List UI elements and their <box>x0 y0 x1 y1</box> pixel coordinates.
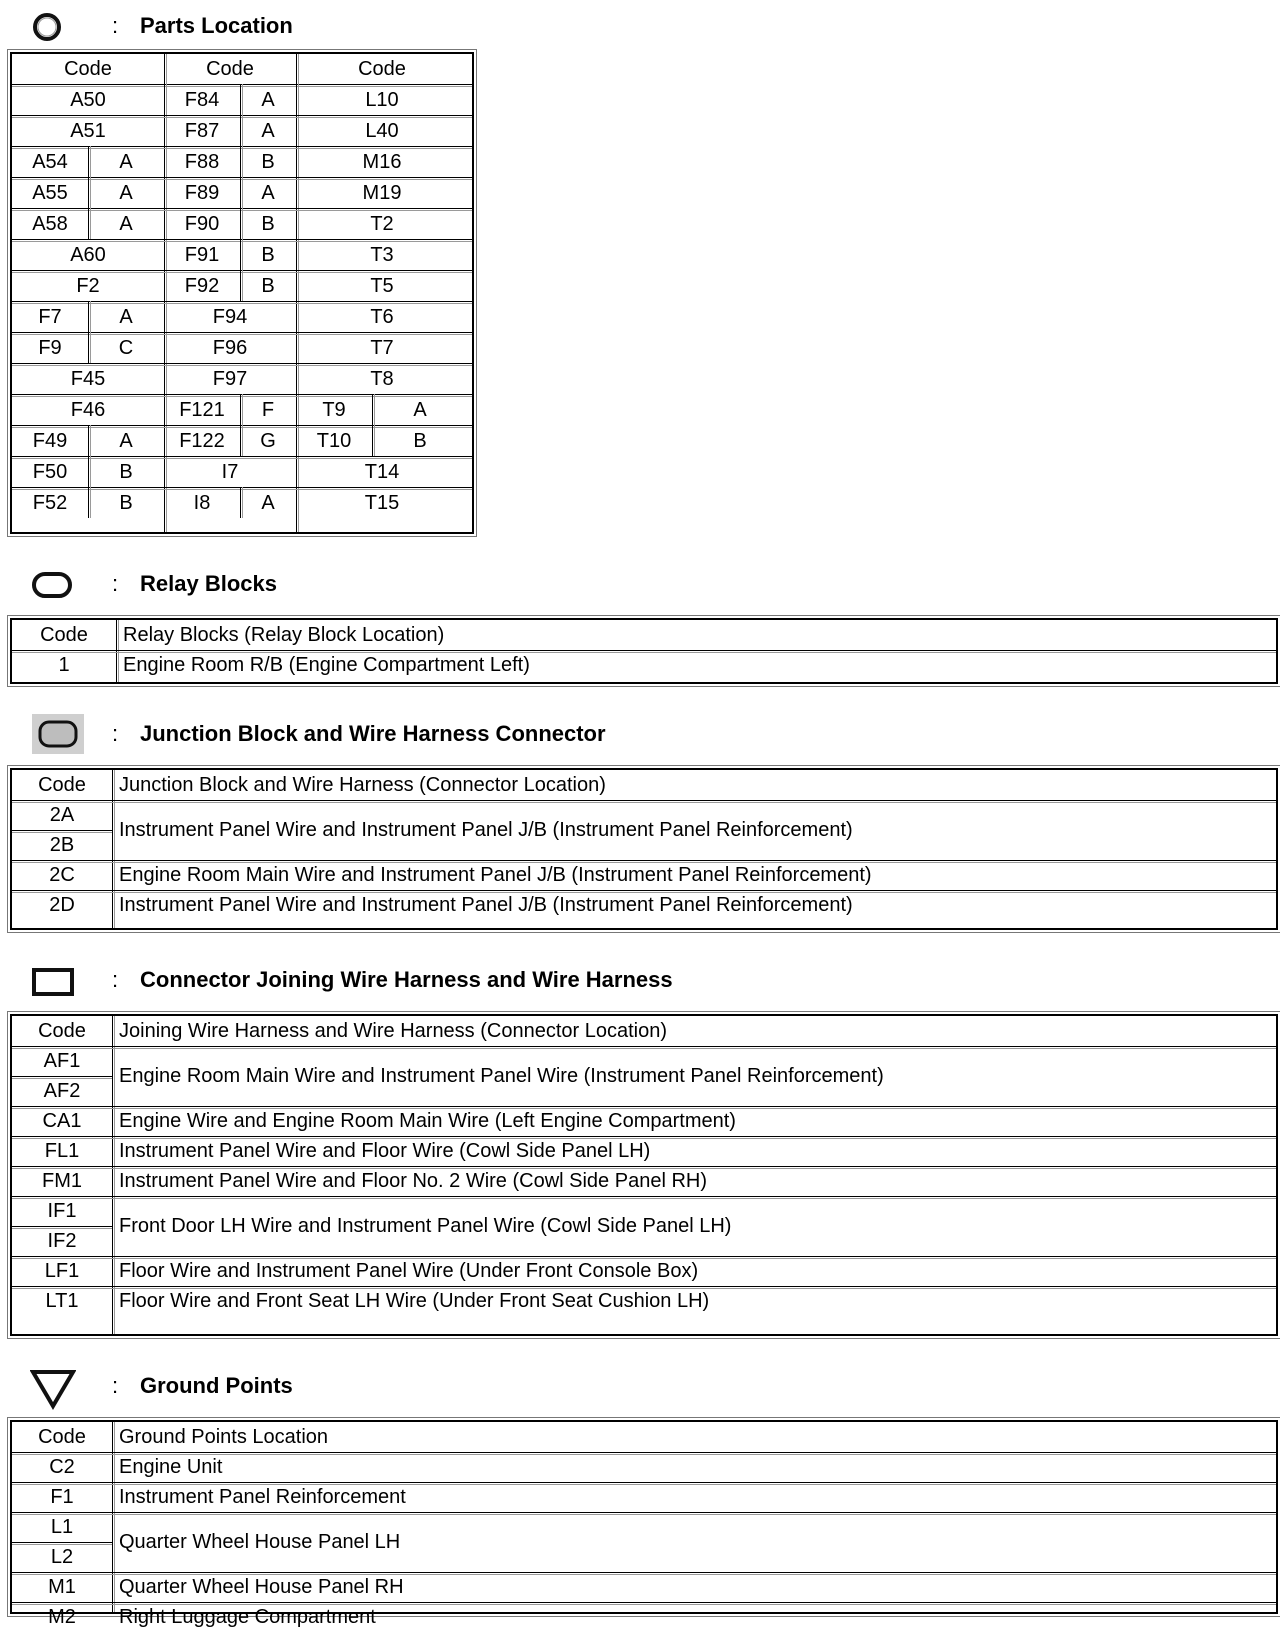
header-description: Relay Blocks (Relay Block Location) <box>123 623 445 646</box>
row-description: Engine Room Main Wire and Instrument Panel J/B (Instrument Panel Reinforcement) <box>119 864 872 886</box>
parts-code-cell: A51 <box>70 119 106 142</box>
row-code: FM1 <box>42 1170 82 1192</box>
row-code: 2B <box>49 834 75 856</box>
row-description: Engine Room R/B (Engine Compartment Left) <box>123 654 530 676</box>
parts-code-cell: F49 <box>32 429 68 452</box>
parts-location-table <box>10 52 474 534</box>
header-description: Ground Points Location <box>119 1425 329 1448</box>
code-split-divider <box>12 1542 112 1543</box>
row-code: L1 <box>50 1516 74 1538</box>
parts-code-cell: F45 <box>70 367 106 390</box>
row-code: 2D <box>49 894 75 916</box>
parts-code-cell: F94 <box>212 305 248 328</box>
row-code: M1 <box>48 1576 76 1598</box>
parts-code-cell: T14 <box>364 460 400 483</box>
parts-code-cell: T2 <box>370 212 394 235</box>
section-colon: : <box>112 967 119 992</box>
section-colon: : <box>112 571 119 596</box>
parts-code-cell: M16 <box>362 150 402 173</box>
row-description: Floor Wire and Front Seat LH Wire (Under Front Seat Cushion LH) <box>119 1290 710 1312</box>
row-description: Instrument Panel Wire and Instrument Panel J/B (Instrument Panel Reinforcement) <box>119 894 853 916</box>
row-code: 2A <box>49 804 75 826</box>
parts-code-cell: I7 <box>221 460 239 483</box>
parts-code-cell: M19 <box>362 181 402 204</box>
parts-code-cell: A <box>413 398 427 421</box>
parts-code-cell: G <box>260 429 276 452</box>
parts-code-cell: F88 <box>184 150 220 173</box>
parts-code-cell: F84 <box>184 88 220 111</box>
parts-code-cell: T3 <box>370 243 394 266</box>
parts-code-cell: B <box>119 491 133 514</box>
parts-code-cell: C <box>118 336 134 359</box>
row-description: Engine Wire and Engine Room Main Wire (Left Engine Compartment) <box>119 1110 736 1132</box>
parts-code-cell: T5 <box>370 274 394 297</box>
parts-code-cell: A <box>119 212 133 235</box>
section-title: Connector Joining Wire Harness and Wire Harness <box>140 967 673 992</box>
parts-code-cell: A55 <box>32 181 68 204</box>
parts-code-cell: A <box>261 119 275 142</box>
row-description: Floor Wire and Instrument Panel Wire (Under Front Console Box) <box>119 1260 699 1282</box>
code-split-divider <box>12 830 112 831</box>
rectangle-icon <box>30 966 76 996</box>
row-description: Quarter Wheel House Panel RH <box>119 1576 404 1598</box>
row-code: C2 <box>49 1456 75 1478</box>
parts-code-cell: L40 <box>365 119 399 142</box>
row-code: FL1 <box>44 1140 80 1162</box>
header-description: Joining Wire Harness and Wire Harness (Connector Location) <box>119 1019 668 1042</box>
row-code: AF1 <box>43 1050 81 1072</box>
header-code: Code <box>206 57 254 80</box>
section-title: Ground Points <box>140 1373 293 1398</box>
parts-code-cell: F90 <box>184 212 220 235</box>
parts-code-cell: I8 <box>193 491 211 514</box>
parts-code-cell: F50 <box>32 460 68 483</box>
connector-joining-table <box>10 1014 1278 1336</box>
row-code: 1 <box>58 654 70 676</box>
row-description: Instrument Panel Wire and Instrument Panel J/B (Instrument Panel Reinforcement) <box>119 819 853 841</box>
parts-code-cell: F2 <box>76 274 100 297</box>
parts-code-cell: T15 <box>364 491 400 514</box>
parts-code-cell: F96 <box>212 336 248 359</box>
header-code: Code <box>38 773 86 796</box>
parts-code-cell: F121 <box>179 398 225 421</box>
parts-code-cell: F9 <box>38 336 62 359</box>
parts-code-cell: T10 <box>316 429 352 452</box>
row-code: LF1 <box>44 1260 80 1282</box>
header-code: Code <box>40 623 88 646</box>
row-description: Engine Unit <box>119 1456 223 1478</box>
parts-code-cell: F <box>261 398 275 421</box>
parts-code-cell: A <box>119 305 133 328</box>
parts-code-cell: B <box>261 243 275 266</box>
parts-code-cell: B <box>261 212 275 235</box>
parts-code-cell: A <box>261 491 275 514</box>
header-description: Junction Block and Wire Harness (Connector Location) <box>119 773 606 796</box>
parts-code-cell: F46 <box>70 398 106 421</box>
parts-code-cell: A <box>119 429 133 452</box>
parts-code-cell: A50 <box>70 88 106 111</box>
ground-points-table <box>10 1420 1278 1628</box>
header-code: Code <box>64 57 112 80</box>
section-title: Junction Block and Wire Harness Connector <box>140 721 606 746</box>
row-code: IF2 <box>47 1230 77 1252</box>
row-description: Engine Room Main Wire and Instrument Panel Wire (Instrument Panel Reinforcement) <box>119 1065 884 1087</box>
code-split-divider <box>12 1226 112 1227</box>
triangle-icon <box>30 1368 76 1410</box>
header-code: Code <box>38 1425 86 1448</box>
parts-code-cell: B <box>413 429 427 452</box>
parts-code-cell: B <box>119 460 133 483</box>
section-title: Relay Blocks <box>140 571 277 596</box>
code-split-divider <box>12 1076 112 1077</box>
parts-code-cell: L10 <box>365 88 399 111</box>
row-code: 2C <box>49 864 75 886</box>
section-title: Parts Location <box>140 13 293 38</box>
row-description: Front Door LH Wire and Instrument Panel Wire (Cowl Side Panel LH) <box>119 1215 732 1237</box>
parts-code-cell: A <box>119 150 133 173</box>
parts-code-cell: F87 <box>184 119 220 142</box>
row-code: L2 <box>50 1546 74 1568</box>
circle-icon <box>32 12 62 42</box>
parts-code-cell: F52 <box>32 491 68 514</box>
parts-code-cell: B <box>261 274 275 297</box>
row-code: M2 <box>48 1606 76 1628</box>
junction-block-table <box>10 768 1278 930</box>
row-description: Instrument Panel Wire and Floor No. 2 Wire (Cowl Side Panel RH) <box>119 1170 707 1192</box>
row-code: CA1 <box>42 1110 82 1132</box>
rounded-rect-icon <box>30 570 76 600</box>
parts-code-cell: T6 <box>370 305 394 328</box>
parts-code-cell: A <box>119 181 133 204</box>
header-code: Code <box>358 57 406 80</box>
parts-code-cell: T9 <box>322 398 346 421</box>
section-colon: : <box>112 721 119 746</box>
parts-code-cell: T8 <box>370 367 394 390</box>
parts-code-cell: T7 <box>370 336 394 359</box>
row-description: Instrument Panel Wire and Floor Wire (Cowl Side Panel LH) <box>119 1140 651 1162</box>
parts-code-cell: F97 <box>212 367 248 390</box>
parts-code-cell: A60 <box>70 243 106 266</box>
relay-blocks-table <box>10 618 1278 684</box>
header-code: Code <box>38 1019 86 1042</box>
parts-code-cell: F92 <box>184 274 220 297</box>
parts-code-cell: F7 <box>38 305 62 328</box>
row-description: Instrument Panel Reinforcement <box>119 1486 406 1508</box>
parts-code-cell: F91 <box>184 243 220 266</box>
row-description: Quarter Wheel House Panel LH <box>119 1531 401 1553</box>
parts-code-cell: A54 <box>32 150 68 173</box>
section-colon: : <box>112 1373 119 1398</box>
row-code: AF2 <box>43 1080 81 1102</box>
parts-code-cell: B <box>261 150 275 173</box>
parts-code-cell: A58 <box>32 212 68 235</box>
parts-code-cell: F89 <box>184 181 220 204</box>
parts-code-cell: F122 <box>179 429 225 452</box>
row-code: IF1 <box>47 1200 77 1222</box>
parts-code-cell: A <box>261 181 275 204</box>
row-code: LT1 <box>45 1290 79 1312</box>
parts-code-cell: A <box>261 88 275 111</box>
section-colon: : <box>112 13 119 38</box>
row-description: Right Luggage Compartment <box>119 1606 376 1628</box>
shaded-rounded-rect-icon <box>30 712 86 756</box>
row-code: F1 <box>50 1486 74 1508</box>
